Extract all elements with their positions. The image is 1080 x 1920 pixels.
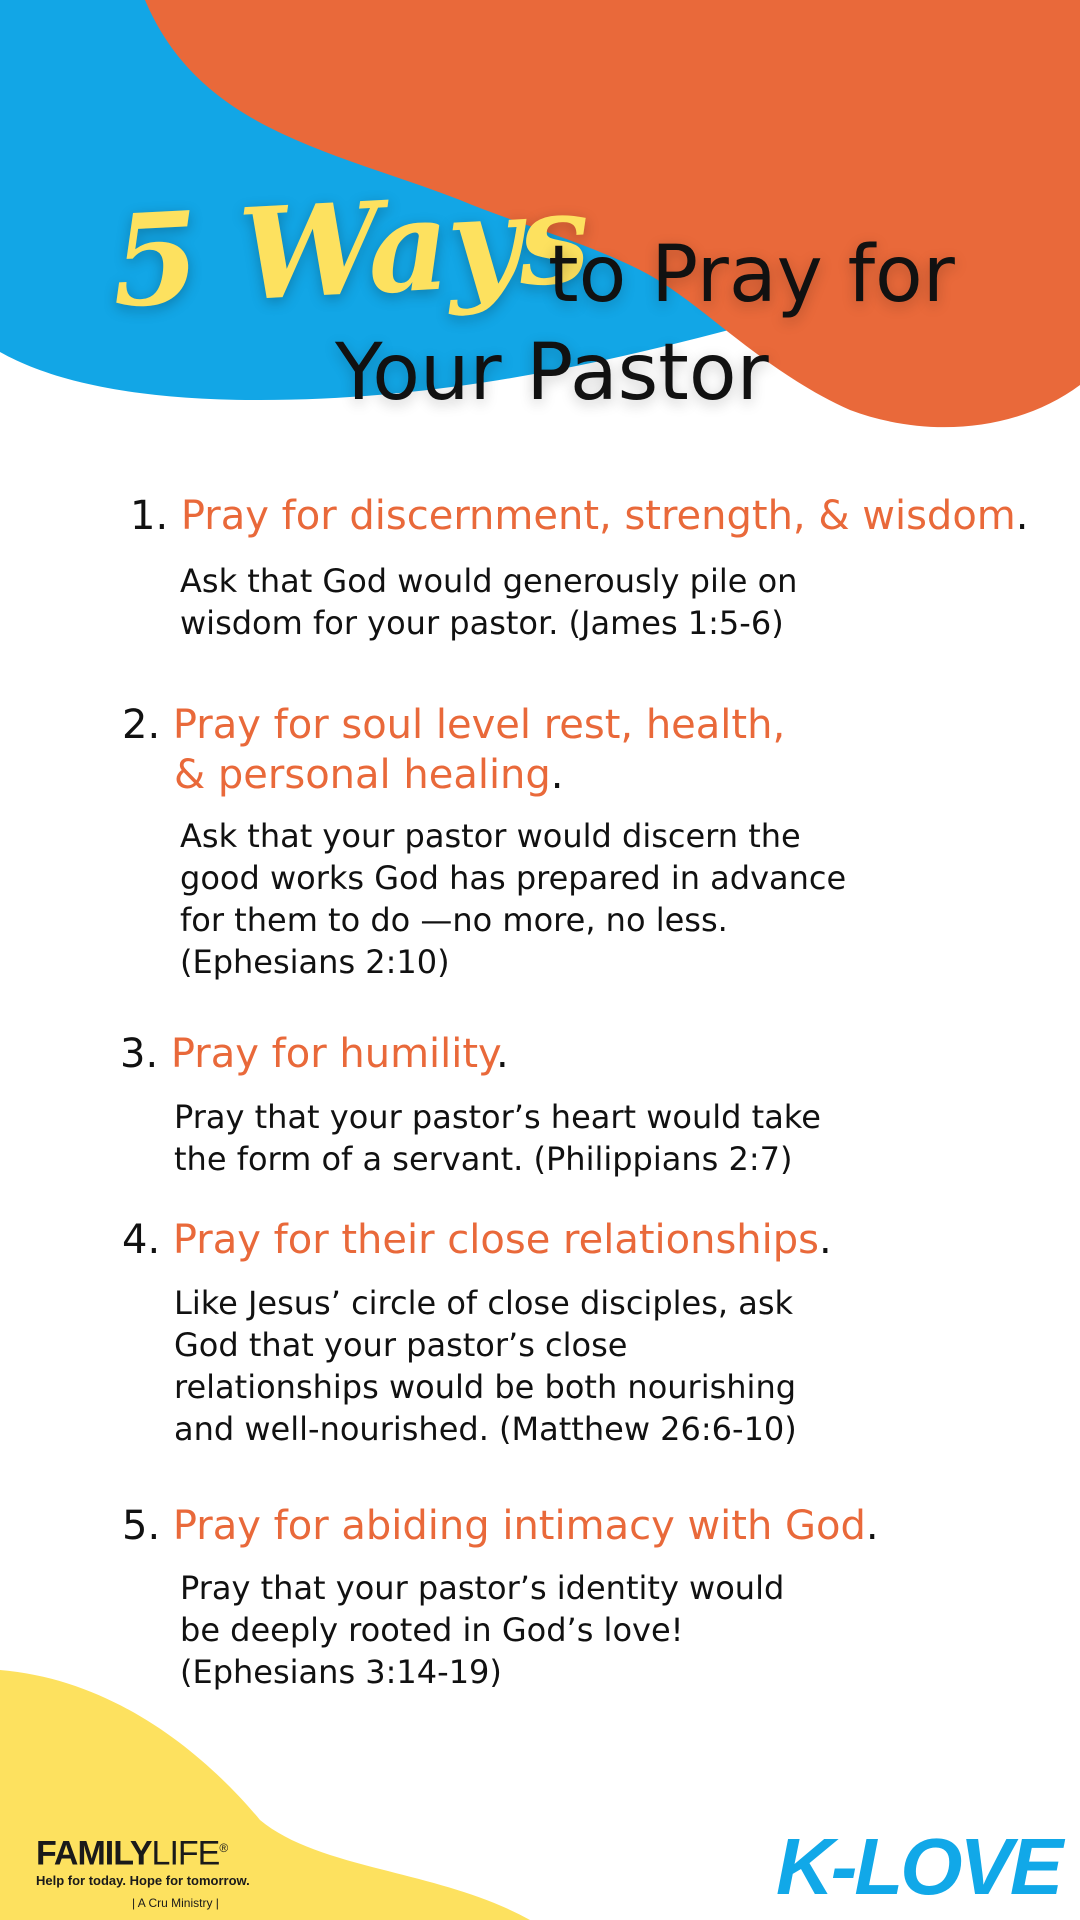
familylife-ministry: | A Cru Ministry | xyxy=(132,1896,219,1911)
prayer-heading xyxy=(120,1029,509,1079)
title-line-1: to Pray for xyxy=(548,230,955,320)
body-line: Ask that God would generously pile on xyxy=(180,562,798,600)
prayer-body xyxy=(180,1567,784,1693)
body-line: and well-nourished. (Matthew 26:6-10) xyxy=(174,1410,797,1448)
body-line: Like Jesus’ circle of close disciples, ask xyxy=(174,1284,794,1322)
prayer-heading xyxy=(130,491,1028,541)
title xyxy=(0,150,1080,420)
body-line: the form of a servant. (Philippians 2:7) xyxy=(174,1140,793,1178)
body-line: for them to do —no more, no less. xyxy=(180,901,728,939)
prayer-body xyxy=(180,560,797,644)
body-line: (Ephesians 2:10) xyxy=(180,943,450,981)
body-line: Pray that your pastor’s identity would xyxy=(180,1569,785,1607)
body-line: wisdom for your pastor. (James 1:5-6) xyxy=(180,604,784,642)
prayer-body xyxy=(174,1096,821,1180)
heading-text: Pray for their close relationships xyxy=(172,1217,819,1263)
prayer-heading xyxy=(122,1501,879,1551)
heading-text: Pray for humility xyxy=(170,1031,497,1077)
item-number: 5. xyxy=(122,1503,161,1549)
body-line: be deeply rooted in God’s love! xyxy=(180,1611,684,1649)
body-line: Pray that your pastor’s heart would take xyxy=(174,1098,821,1136)
title-script-5-ways: 5 Ways xyxy=(108,163,592,336)
prayer-heading xyxy=(122,1215,832,1265)
familylife-logo xyxy=(36,1830,250,1910)
item-number: 4. xyxy=(122,1217,161,1263)
item-number: 2. xyxy=(122,702,161,748)
familylife-tagline: Help for today. Hope for tomorrow. xyxy=(36,1873,250,1889)
heading-period: . xyxy=(550,752,564,798)
heading-period: . xyxy=(818,1217,832,1263)
heading-period: . xyxy=(865,1503,879,1549)
prayer-body xyxy=(180,815,846,983)
klove-logo: K-LOVE xyxy=(776,1822,1061,1911)
heading-period: . xyxy=(496,1031,509,1077)
body-line: good works God has prepared in advance xyxy=(180,859,847,897)
familylife-wordmark: FAMILYLIFE® xyxy=(36,1834,228,1873)
body-line: Ask that your pastor would discern the xyxy=(180,817,801,855)
body-line: God that your pastor’s close xyxy=(174,1326,628,1364)
heading-text: Pray for abiding intimacy with God xyxy=(172,1503,866,1549)
item-number: 3. xyxy=(120,1031,159,1077)
title-line-2: Your Pastor xyxy=(335,328,769,418)
heading-text: Pray for soul level rest, health, xyxy=(172,702,786,748)
body-line: (Ephesians 3:14-19) xyxy=(180,1653,502,1691)
heading-period: . xyxy=(1015,493,1029,539)
heading-text-cont: & personal healing xyxy=(174,752,551,798)
heading-text: Pray for discernment, strength, & wisdom xyxy=(180,493,1016,539)
prayer-heading xyxy=(122,700,785,800)
prayer-body xyxy=(174,1282,797,1450)
item-number: 1. xyxy=(130,493,169,539)
body-line: relationships would be both nourishing xyxy=(174,1368,797,1406)
